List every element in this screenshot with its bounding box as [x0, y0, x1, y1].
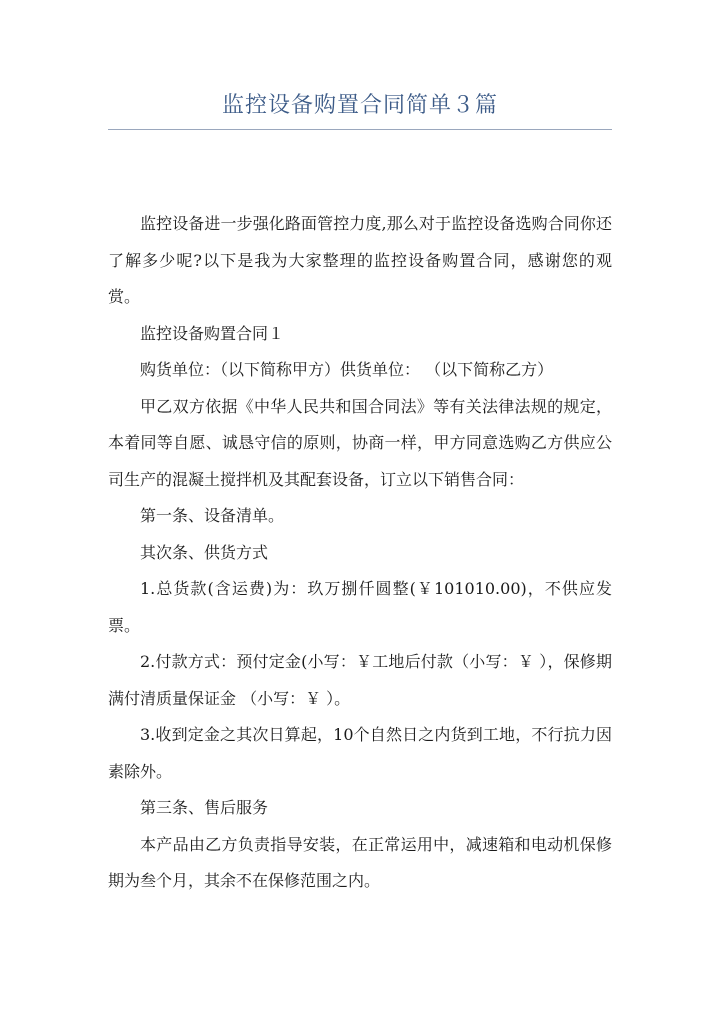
article-2-heading: 其次条、供货方式 [140, 542, 269, 562]
title-divider [108, 129, 612, 130]
document-body [108, 206, 612, 900]
clause-payment-method: 2.付款方式：预付定金(小写：￥工地后付款（小写：￥ ），保修期满付清质量保证金 （小写：￥ ）。 [108, 652, 612, 708]
contract-heading: 监控设备购置合同１ [140, 323, 285, 343]
clause-after-sales: 本产品由乙方负责指导安装，在正常运用中，减速箱和电动机保修期为叁个月，其余不在保修范围之内。 [108, 834, 612, 890]
preamble-paragraph: 甲乙双方依据《中华人民共和国合同法》等有关法律法规的规定，本着同等自愿、诚恳守信的原则，协商一样，甲方同意选购乙方供应公司生产的混凝土搅拌机及其配套设备，订立以下销售合同： [108, 396, 612, 489]
document-title: 监控设备购置合同简单３篇 [221, 93, 498, 118]
article-1-heading: 第一条、设备清单。 [140, 506, 285, 525]
clause-delivery: 3.收到定金之其次日算起，10个自然日之内货到工地，不行抗力因素除外。 [108, 725, 612, 781]
clause-total-price: 1.总货款(含运费)为：玖万捌仟圆整(￥101010.00)，不供应发票。 [108, 579, 612, 635]
intro-paragraph: 监控设备进一步强化路面管控力度,那么对于监控设备选购合同你还了解多少呢?以下是我为大家整理的监控设备购置合同，感谢您的观赏。 [108, 214, 612, 306]
article-3-heading: 第三条、售后服务 [140, 798, 269, 817]
parties-line: 购货单位：（以下简称甲方）供货单位： （以下简称乙方） [140, 360, 554, 379]
